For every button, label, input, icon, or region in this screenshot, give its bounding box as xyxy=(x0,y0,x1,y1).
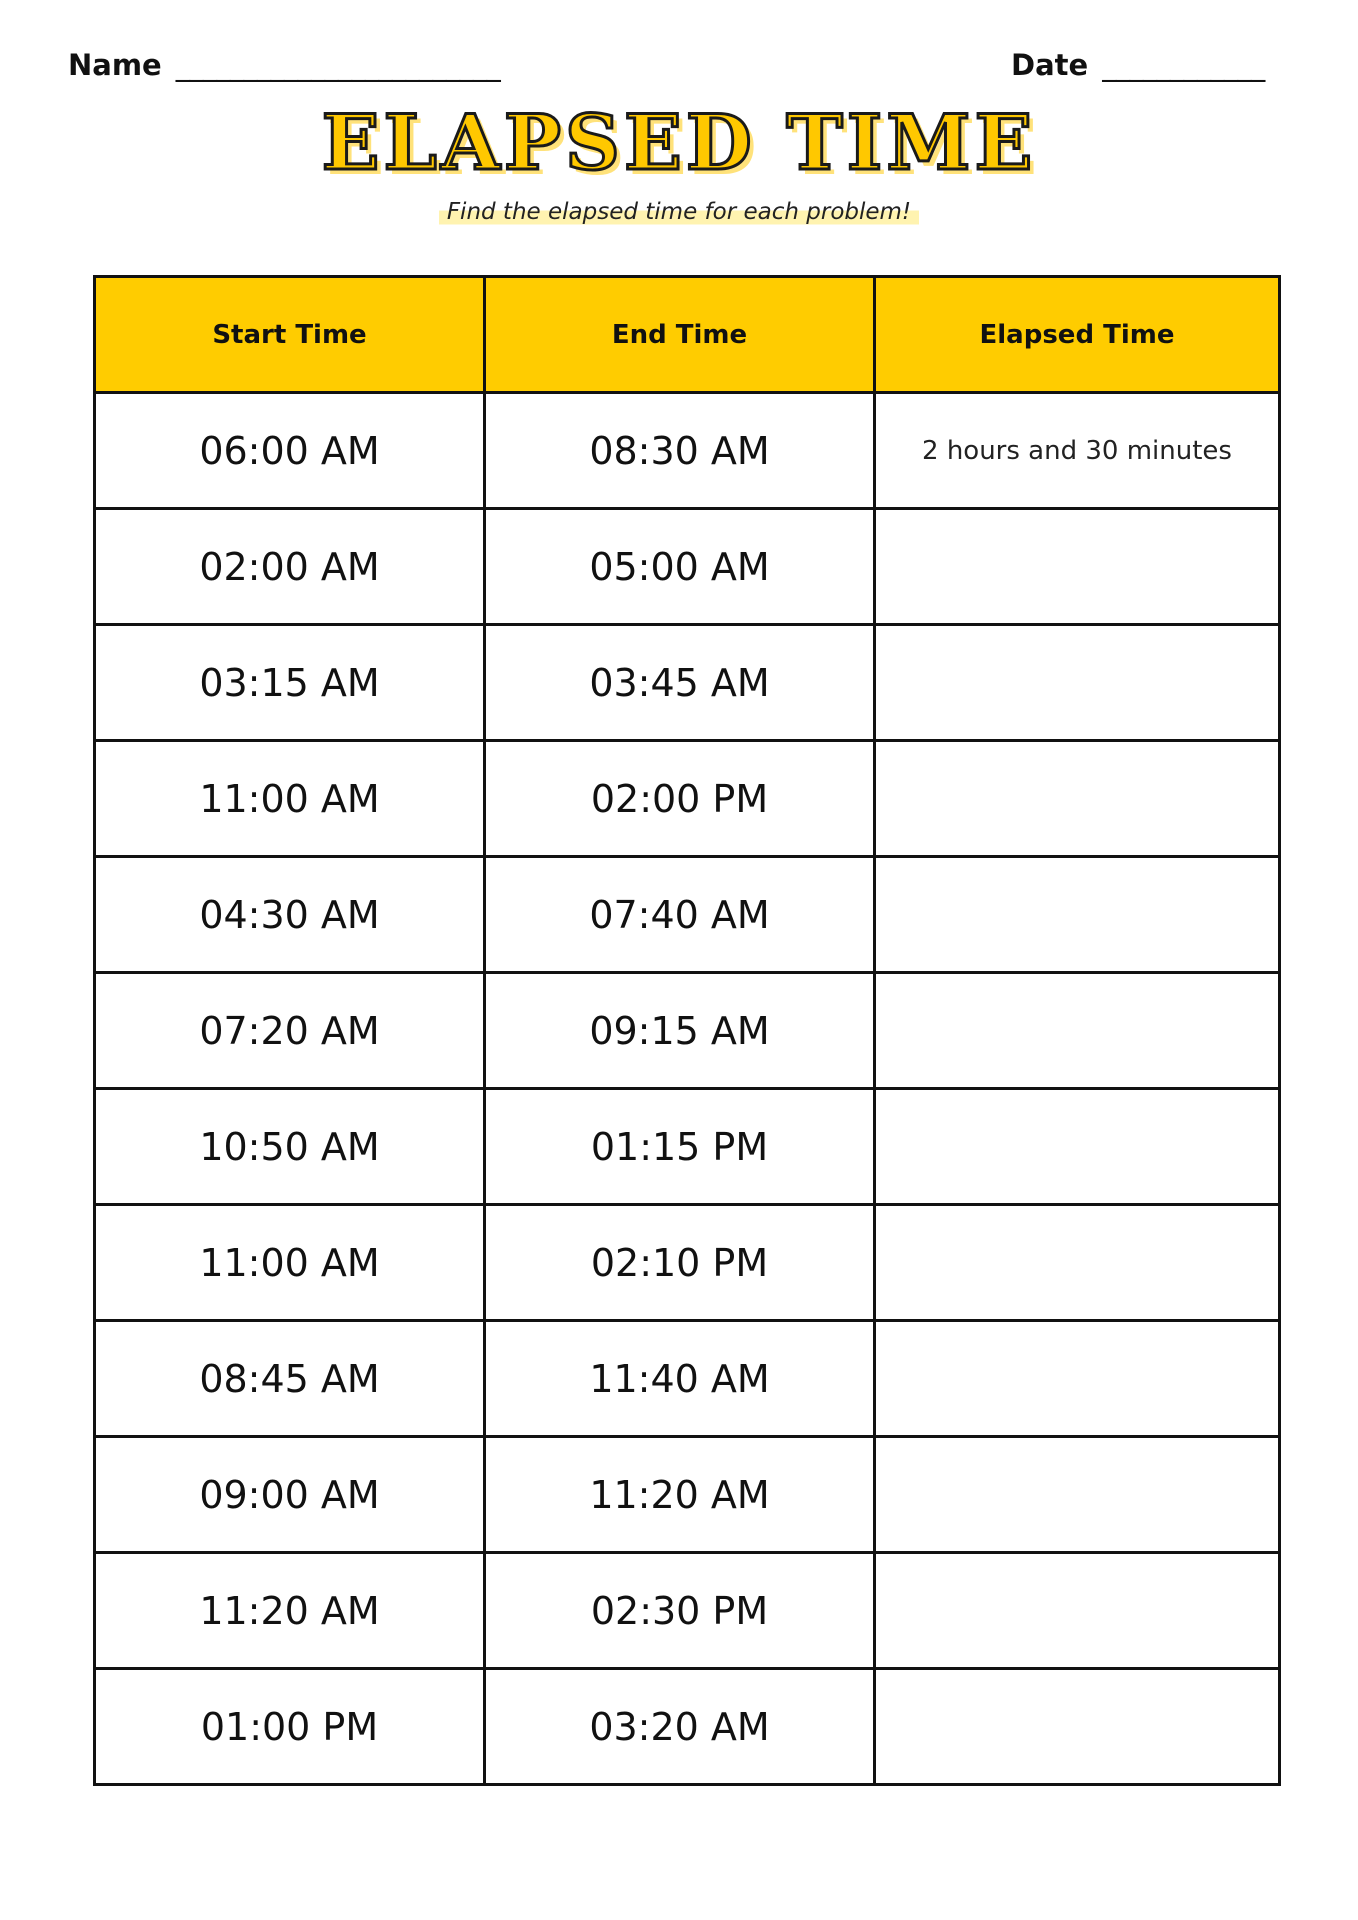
elapsed-time-answer-cell[interactable] xyxy=(875,973,1280,1089)
end-time-cell: 02:10 PM xyxy=(485,1205,875,1321)
start-time-cell: 11:00 AM xyxy=(95,741,485,857)
end-time-cell: 07:40 AM xyxy=(485,857,875,973)
start-time-cell: 02:00 AM xyxy=(95,509,485,625)
table-row xyxy=(95,973,1280,1089)
date-field[interactable] xyxy=(1011,48,1264,82)
end-time-cell: 03:20 AM xyxy=(485,1669,875,1785)
elapsed-time-answer-cell[interactable] xyxy=(875,857,1280,973)
elapsed-time-answer-cell[interactable]: 2 hours and 30 minutes xyxy=(875,393,1280,509)
start-time-cell: 01:00 PM xyxy=(95,1669,485,1785)
name-field[interactable] xyxy=(68,48,500,82)
start-time-cell: 03:15 AM xyxy=(95,625,485,741)
start-time-cell: 10:50 AM xyxy=(95,1089,485,1205)
elapsed-time-answer-cell[interactable] xyxy=(875,1553,1280,1669)
elapsed-time-answer-cell[interactable] xyxy=(875,625,1280,741)
elapsed-time-answer-cell[interactable] xyxy=(875,1089,1280,1205)
name-blank-line[interactable]: ________________________ xyxy=(175,48,500,82)
elapsed-time-answer-cell[interactable] xyxy=(875,509,1280,625)
table-row xyxy=(95,1321,1280,1437)
table-row xyxy=(95,857,1280,973)
table-body xyxy=(95,393,1280,1785)
table-row xyxy=(95,625,1280,741)
elapsed-time-table xyxy=(93,275,1281,1786)
end-time-cell: 03:45 AM xyxy=(485,625,875,741)
worksheet-instructions: Find the elapsed time for each problem! xyxy=(439,197,919,227)
date-label: Date xyxy=(1011,48,1089,82)
worksheet-title: ELAPSED TIME xyxy=(321,98,1037,187)
end-time-cell: 01:15 PM xyxy=(485,1089,875,1205)
table-row xyxy=(95,1437,1280,1553)
column-header-elapsed-time: Elapsed Time xyxy=(875,277,1280,393)
end-time-cell: 09:15 AM xyxy=(485,973,875,1089)
end-time-cell: 08:30 AM xyxy=(485,393,875,509)
table-row xyxy=(95,1205,1280,1321)
table-row xyxy=(95,1553,1280,1669)
start-time-cell: 11:20 AM xyxy=(95,1553,485,1669)
name-label: Name xyxy=(68,48,162,82)
date-blank-line[interactable]: ____________ xyxy=(1102,48,1265,82)
end-time-cell: 02:30 PM xyxy=(485,1553,875,1669)
table-header-row xyxy=(95,277,1280,393)
start-time-cell: 06:00 AM xyxy=(95,393,485,509)
elapsed-time-answer-cell[interactable] xyxy=(875,1205,1280,1321)
table-row xyxy=(95,509,1280,625)
table-row xyxy=(95,741,1280,857)
end-time-cell: 11:40 AM xyxy=(485,1321,875,1437)
end-time-cell: 11:20 AM xyxy=(485,1437,875,1553)
start-time-cell: 08:45 AM xyxy=(95,1321,485,1437)
elapsed-time-answer-cell[interactable] xyxy=(875,1321,1280,1437)
elapsed-time-answer-cell[interactable] xyxy=(875,741,1280,857)
table-row xyxy=(95,1089,1280,1205)
start-time-cell: 11:00 AM xyxy=(95,1205,485,1321)
table-row xyxy=(95,1669,1280,1785)
start-time-cell: 07:20 AM xyxy=(95,973,485,1089)
column-header-end-time: End Time xyxy=(485,277,875,393)
start-time-cell: 04:30 AM xyxy=(95,857,485,973)
start-time-cell: 09:00 AM xyxy=(95,1437,485,1553)
subtitle-container xyxy=(0,197,1358,227)
end-time-cell: 02:00 PM xyxy=(485,741,875,857)
elapsed-time-answer-cell[interactable] xyxy=(875,1437,1280,1553)
end-time-cell: 05:00 AM xyxy=(485,509,875,625)
column-header-start-time: Start Time xyxy=(95,277,485,393)
table-row xyxy=(95,393,1280,509)
elapsed-time-answer-cell[interactable] xyxy=(875,1669,1280,1785)
